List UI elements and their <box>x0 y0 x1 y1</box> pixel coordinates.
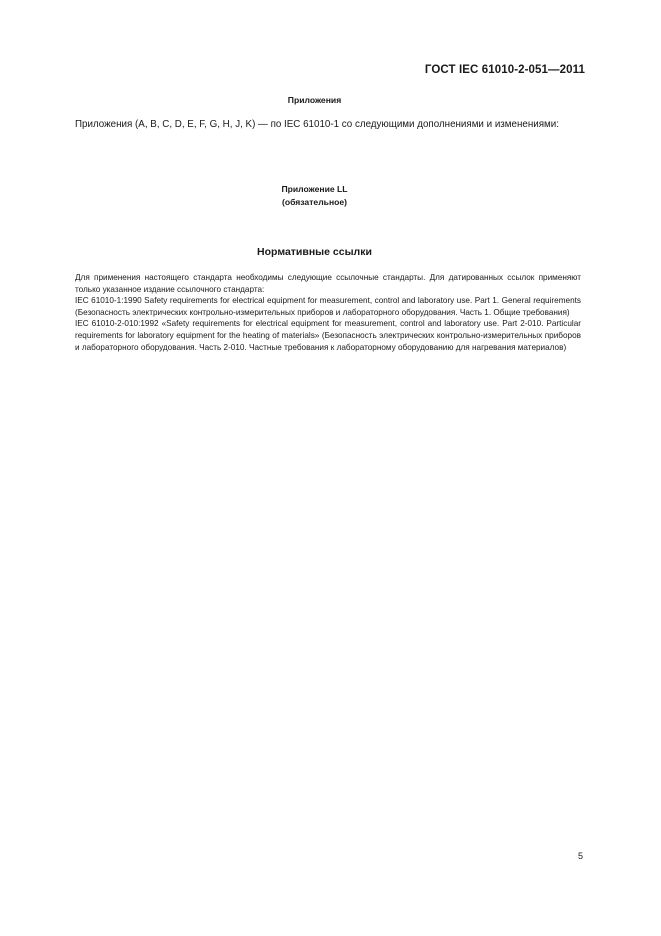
reference-iec-61010-2-010: IEC 61010-2-010:1992 «Safety requirements for electrical equipment for measurement, control and laboratory use. Part 2-010. Particular requirements for laboratory equipment for the heating of materials» (Безопасность электрических контрольно-измерительных приборов и лабораторного оборудования. Часть 2-010. Частные требования к лабораторному оборудованию для нагревания материалов) <box>75 319 581 352</box>
annex-ll-status: (обязательное) <box>281 197 348 207</box>
normative-references-body <box>48 272 581 353</box>
references-intro-paragraph: Для применения настоящего стандарта необходимы следующие ссылочные стандарты. Для датированных ссылок применяют только указанное издание ссылочного стандарта: <box>75 273 581 294</box>
annexes-heading: Приложения <box>287 95 342 105</box>
annex-ll-heading <box>0 183 629 209</box>
normative-references-title: Нормативные ссылки <box>257 246 372 258</box>
page-number: 5 <box>577 851 583 861</box>
annex-ll-title: Приложение LL <box>281 184 348 194</box>
annexes-intro-paragraph <box>48 118 581 133</box>
document-code: ГОСТ IEC 61010-2-051—2011 <box>424 64 585 76</box>
reference-iec-61010-1: IEC 61010-1:1990 Safety requirements for electrical equipment for measurement, control and laboratory use. Part 1. General requirements (Безопасность электрических контрольно-измерительных приборов и лабораторного оборудования. Часть 1. Общие требования) <box>75 296 581 317</box>
annexes-intro-text: Приложения (A, B, C, D, E, F, G, H, J, K) — по IEC 61010-1 со следующими дополнениями и изменениями: <box>75 119 559 130</box>
